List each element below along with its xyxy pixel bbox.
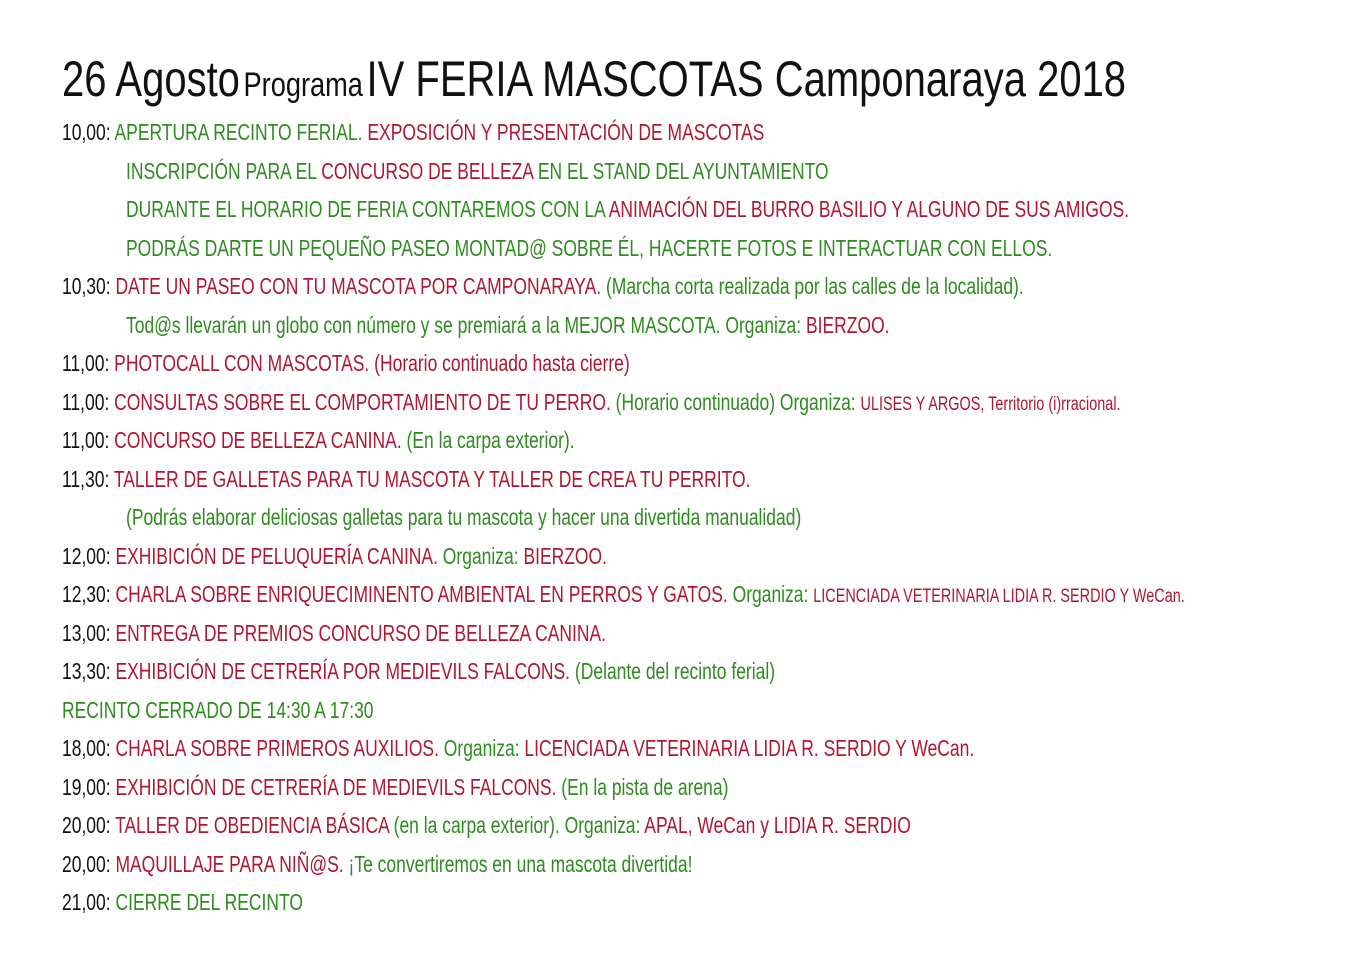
schedule-text: CONCURSO DE BELLEZA CANINA.: [114, 427, 402, 453]
schedule-text: APERTURA RECINTO FERIAL.: [114, 119, 368, 145]
schedule-line: [62, 888, 303, 916]
schedule-time: 11,00:: [62, 388, 115, 415]
schedule-line: [126, 195, 1129, 223]
schedule-text: Organiza:: [727, 581, 814, 607]
schedule-text: EXHIBICIÓN DE CETRERÍA POR MEDIEVILS FALCONS.: [115, 658, 571, 684]
schedule-text: TALLER DE GALLETAS PARA TU MASCOTA Y TALLER DE CREA TU PERRITO.: [113, 465, 751, 492]
schedule-text: (Horario continuado hasta cierre): [369, 350, 630, 376]
schedule-text: (En la carpa exterior).: [401, 427, 575, 453]
schedule-line: [62, 388, 1121, 419]
schedule-time: 10,30:: [62, 273, 116, 299]
schedule-time: 21,00:: [62, 889, 116, 915]
schedule-time: 18,00:: [62, 735, 116, 761]
title-event-name: IV FERIA MASCOTAS Camponaraya 2018: [366, 51, 1127, 107]
schedule-line: [62, 542, 607, 570]
schedule-text: ENTREGA DE PREMIOS CONCURSO DE BELLEZA CANINA.: [115, 619, 606, 646]
schedule-time: 11,00:: [62, 350, 115, 376]
schedule-line: [62, 118, 764, 146]
page-title: [62, 50, 1126, 108]
schedule-text: ¡Te convertiremos en una mascota divertida!: [343, 850, 693, 877]
schedule-time: 11,30:: [62, 465, 114, 492]
schedule-line: [62, 272, 1024, 300]
schedule-line: [62, 773, 728, 801]
schedule-text: (En la pista de arena): [556, 773, 729, 800]
schedule-text: DATE UN PASEO CON TU MASCOTA POR CAMPONARAYA.: [115, 273, 602, 299]
schedule-text: PHOTOCALL CON MASCOTAS.: [114, 350, 370, 376]
schedule-text: EXPOSICIÓN Y PRESENTACIÓN DE MASCOTAS: [367, 119, 765, 145]
schedule-time: 11,00:: [62, 427, 115, 453]
schedule-line: [62, 657, 775, 685]
schedule-text: CHARLA SOBRE ENRIQUECIMINENTO AMBIENTAL EN PERROS Y GATOS.: [115, 581, 728, 607]
schedule-time: 13,00:: [62, 619, 116, 646]
schedule-line: [62, 619, 606, 647]
schedule-text: INSCRIPCIÓN PARA EL: [126, 157, 322, 184]
schedule-text: Organiza:: [438, 735, 525, 761]
schedule-text: ULISES Y ARGOS, Territorio (i)rracional.: [860, 393, 1121, 415]
schedule-text: TALLER DE OBEDIENCIA BÁSICA: [115, 812, 389, 838]
schedule-line: [62, 465, 750, 493]
schedule-text: CHARLA SOBRE PRIMEROS AUXILIOS.: [115, 735, 439, 761]
schedule-line: [126, 234, 1052, 262]
title-programa: Programa: [243, 66, 363, 104]
schedule-line: [62, 696, 374, 724]
schedule-text: APAL, WeCan y LIDIA R. SERDIO: [644, 812, 911, 838]
schedule-line: [62, 426, 575, 454]
schedule-text: Tod@s llevarán un globo con número y se premiará a la MEJOR MASCOTA. Organiza:: [126, 311, 806, 338]
schedule-text: RECINTO CERRADO DE 14:30 A 17:30: [62, 696, 374, 723]
schedule-line: [62, 850, 692, 878]
schedule-text: (Marcha corta realizada por las calles de la localidad).: [601, 273, 1024, 299]
schedule-time: 13,30:: [62, 658, 116, 684]
schedule-time: 20,00:: [62, 850, 116, 877]
schedule-text: MAQUILLAJE PARA NIÑ@S.: [115, 850, 344, 877]
schedule-text: DURANTE EL HORARIO DE FERIA CONTAREMOS CON LA: [126, 196, 609, 222]
schedule-line: [126, 157, 829, 185]
schedule-line: [126, 311, 890, 339]
schedule-text: (Podrás elaborar deliciosas galletas para tu mascota y hacer una divertida manualidad): [126, 504, 802, 530]
title-date: 26 Agosto: [62, 51, 240, 107]
schedule-text: (Delante del recinto ferial): [570, 658, 776, 684]
schedule-line: [62, 734, 974, 762]
schedule-text: LICENCIADA VETERINARIA LIDIA R. SERDIO Y WeCan.: [813, 586, 1185, 607]
schedule-time: 12,30:: [62, 581, 116, 607]
schedule-text: BIERZOO.: [523, 542, 607, 569]
schedule-text: EXHIBICIÓN DE CETRERÍA DE MEDIEVILS FALCONS.: [115, 773, 557, 800]
schedule-text: PODRÁS DARTE UN PEQUEÑO PASEO MONTAD@ SOBRE ÉL, HACERTE FOTOS E INTERACTUAR CON ELLOS.: [126, 234, 1053, 261]
schedule-time: 20,00:: [62, 812, 116, 838]
schedule-text: LICENCIADA VETERINARIA LIDIA R. SERDIO Y WeCan.: [524, 735, 975, 761]
schedule-time: 10,00:: [62, 119, 115, 145]
schedule-text: ANIMACIÓN DEL BURRO BASILIO Y ALGUNO DE SUS AMIGOS.: [608, 196, 1130, 222]
schedule-text: BIERZOO.: [805, 311, 890, 338]
schedule-text: CIERRE DEL RECINTO: [115, 889, 303, 915]
schedule-text: (en la carpa exterior). Organiza:: [388, 812, 645, 838]
schedule-line: [62, 580, 1185, 611]
schedule-time: 19,00:: [62, 773, 116, 800]
schedule-text: (Horario continuado) Organiza:: [610, 388, 861, 415]
schedule-text: EXHIBICIÓN DE PELUQUERÍA CANINA.: [115, 542, 438, 569]
schedule-text: CONCURSO DE BELLEZA: [321, 157, 534, 184]
schedule-line: [62, 811, 911, 839]
schedule-time: 12,00:: [62, 542, 116, 569]
schedule-line: [62, 349, 630, 377]
schedule-line: [126, 503, 801, 531]
schedule-text: CONSULTAS SOBRE EL COMPORTAMIENTO DE TU PERRO.: [114, 388, 611, 415]
schedule-text: Organiza:: [437, 542, 524, 569]
schedule-text: EN EL STAND DEL AYUNTAMIENTO: [533, 157, 829, 184]
